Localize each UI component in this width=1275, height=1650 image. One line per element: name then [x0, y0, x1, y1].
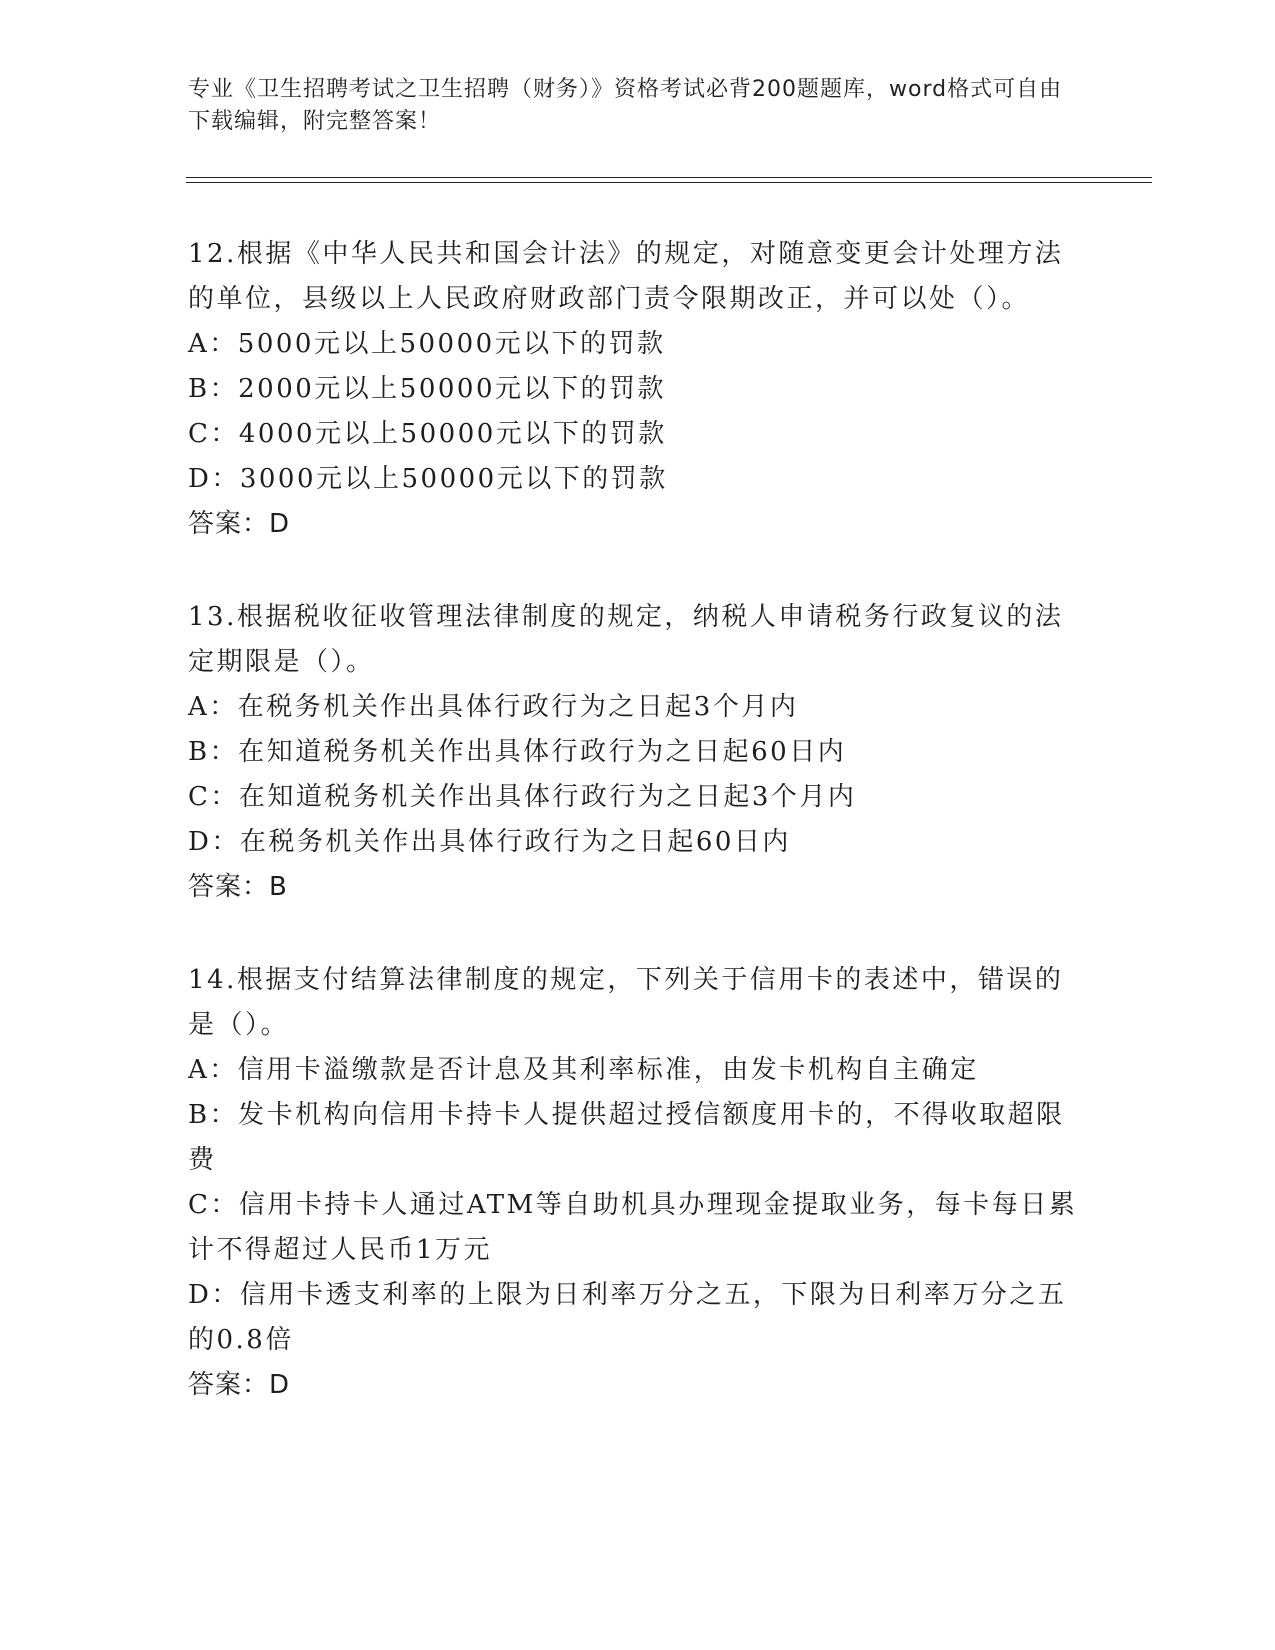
answer: 答案：D: [188, 509, 291, 539]
question-12: [188, 232, 1078, 547]
question-13: [188, 595, 1078, 910]
option-b: B：2000元以上50000元以下的罚款: [188, 374, 666, 404]
option-a: A：信用卡溢缴款是否计息及其利率标准，由发卡机构自主确定: [188, 1055, 979, 1085]
question-stem: 12.根据《中华人民共和国会计法》的规定，对随意变更会计处理方法的单位，县级以上人民政府财政部门责令限期改正，并可以处（）。: [188, 239, 1064, 314]
option-c: C：4000元以上50000元以下的罚款: [188, 419, 667, 449]
option-c: C：在知道税务机关作出具体行政行为之日起3个月内: [188, 782, 857, 812]
question-stem: 13.根据税收征收管理法律制度的规定，纳税人申请税务行政复议的法定期限是（）。: [188, 602, 1064, 677]
header-rule-bottom: [186, 182, 1152, 183]
answer: 答案：D: [188, 1370, 291, 1400]
option-a: A：5000元以上50000元以下的罚款: [188, 329, 666, 359]
question-stem: 14.根据支付结算法律制度的规定，下列关于信用卡的表述中，错误的是（）。: [188, 965, 1064, 1040]
option-c: C：信用卡持卡人通过ATM等自助机具办理现金提取业务，每卡每日累计不得超过人民币1万元: [188, 1190, 1078, 1265]
answer: 答案：B: [188, 872, 288, 902]
header-rule-top: [186, 177, 1152, 178]
page-header: 专业《卫生招聘考试之卫生招聘（财务）》资格考试必背200题题库，word格式可自由下载编辑，附完整答案！: [188, 77, 1063, 134]
option-b: B：发卡机构向信用卡持卡人提供超过授信额度用卡的，不得收取超限费: [188, 1100, 1065, 1175]
option-d: D：在税务机关作出具体行政行为之日起60日内: [188, 827, 791, 857]
option-a: A：在税务机关作出具体行政行为之日起3个月内: [188, 692, 799, 722]
option-d: D：信用卡透支利率的上限为日利率万分之五，下限为日利率万分之五的0.8倍: [188, 1280, 1067, 1355]
question-14: [188, 958, 1078, 1408]
option-d: D：3000元以上50000元以下的罚款: [188, 464, 668, 494]
option-b: B：在知道税务机关作出具体行政行为之日起60日内: [188, 737, 847, 767]
